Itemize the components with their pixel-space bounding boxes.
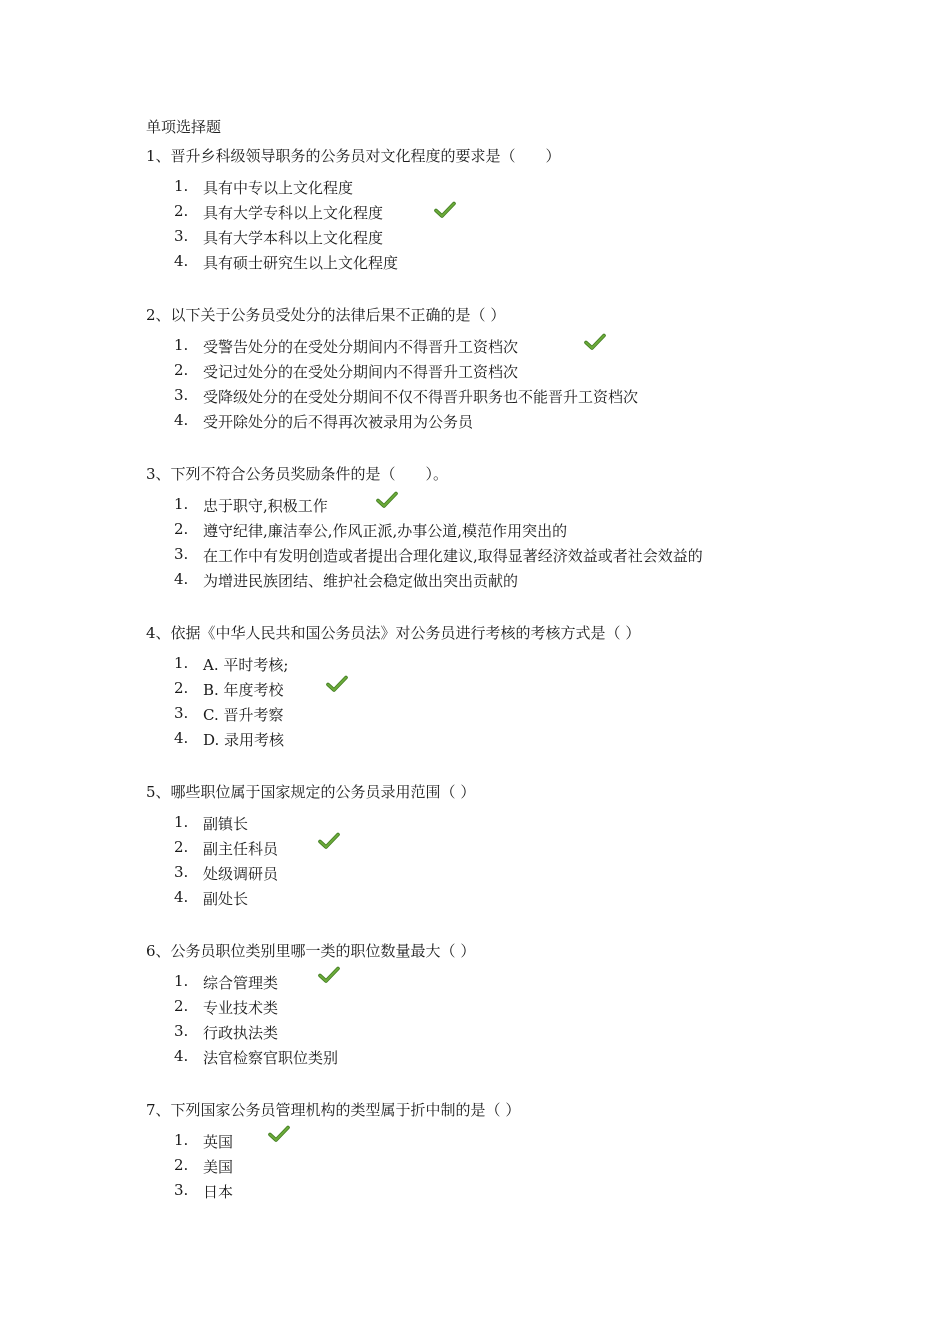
option-item (146, 544, 926, 569)
option-text: 具有大学专科以上文化程度 (203, 204, 384, 222)
option-text: 日本 (203, 1183, 234, 1201)
option-text: 专业技术类 (203, 999, 279, 1017)
checkmark-icon (268, 1125, 290, 1143)
option-list (146, 1130, 926, 1205)
option-item (146, 971, 926, 996)
option-list (146, 494, 926, 594)
question-6 (146, 941, 926, 1071)
option-number: 2. (174, 202, 189, 220)
question-text: 2、以下关于公务员受处分的法律后果不正确的是（ ） (146, 306, 506, 324)
checkmark-icon (376, 491, 398, 509)
checkmark-icon (318, 832, 340, 850)
option-text: 受记过处分的在受处分期间内不得晋升工资档次 (203, 363, 519, 381)
option-item (146, 410, 926, 435)
option-item (146, 703, 926, 728)
option-item (146, 360, 926, 385)
checkmark-icon (318, 966, 340, 984)
section-title: 单项选择题 (146, 118, 222, 136)
option-item (146, 226, 926, 251)
option-text: B. 年度考校 (203, 681, 284, 699)
question-text: 6、公务员职位类别里哪一类的职位数量最大（ ） (146, 942, 476, 960)
option-text: 副镇长 (203, 815, 249, 833)
option-text: 受警告处分的在受处分期间内不得晋升工资档次 (203, 338, 519, 356)
option-list (146, 176, 926, 276)
question-text: 3、下列不符合公务员奖励条件的是（ ）。 (146, 465, 449, 483)
option-text: C. 晋升考察 (203, 706, 284, 724)
option-number: 4. (174, 1047, 189, 1065)
checkmark-icon (326, 675, 348, 693)
option-number: 4. (174, 888, 189, 906)
option-item (146, 887, 926, 912)
checkmark-icon (584, 333, 606, 351)
question-3 (146, 464, 926, 594)
question-4 (146, 623, 926, 753)
option-number: 1. (174, 495, 189, 513)
option-text: 综合管理类 (203, 974, 279, 992)
option-item (146, 996, 926, 1021)
option-item (146, 335, 926, 360)
option-number: 2. (174, 1156, 189, 1174)
option-item (146, 678, 926, 703)
option-text: 受降级处分的在受处分期间不仅不得晋升职务也不能晋升工资档次 (203, 388, 639, 406)
option-number: 4. (174, 411, 189, 429)
option-item (146, 862, 926, 887)
option-number: 1. (174, 1131, 189, 1149)
question-1 (146, 146, 926, 276)
option-text: 法官检察官职位类别 (203, 1049, 339, 1067)
option-number: 4. (174, 729, 189, 747)
option-number: 3. (174, 704, 189, 722)
option-text: 处级调研员 (203, 865, 279, 883)
option-item (146, 1180, 926, 1205)
option-text: 为增进民族团结、维护社会稳定做出突出贡献的 (203, 572, 519, 590)
option-list (146, 812, 926, 912)
option-number: 3. (174, 863, 189, 881)
option-text: 副处长 (203, 890, 249, 908)
question-7 (146, 1100, 926, 1205)
option-number: 3. (174, 1022, 189, 1040)
option-number: 2. (174, 679, 189, 697)
option-number: 1. (174, 813, 189, 831)
option-item (146, 812, 926, 837)
checkmark-icon (434, 201, 456, 219)
option-number: 2. (174, 520, 189, 538)
option-text: 具有大学本科以上文化程度 (203, 229, 384, 247)
option-number: 4. (174, 570, 189, 588)
question-text: 4、依据《中华人民共和国公务员法》对公务员进行考核的考核方式是（ ） (146, 624, 641, 642)
option-text: 在工作中有发明创造或者提出合理化建议,取得显著经济效益或者社会效益的 (203, 547, 703, 565)
option-text: 美国 (203, 1158, 234, 1176)
option-number: 3. (174, 227, 189, 245)
option-number: 1. (174, 177, 189, 195)
option-text: 英国 (203, 1133, 234, 1151)
option-text: 副主任科员 (203, 840, 279, 858)
option-number: 4. (174, 252, 189, 270)
question-text: 1、晋升乡科级领导职务的公务员对文化程度的要求是（ ） (146, 147, 561, 165)
option-item (146, 251, 926, 276)
option-text: A. 平时考核; (203, 656, 289, 674)
option-list (146, 971, 926, 1071)
option-number: 2. (174, 838, 189, 856)
option-item (146, 569, 926, 594)
option-number: 3. (174, 386, 189, 404)
option-item (146, 385, 926, 410)
option-item (146, 1046, 926, 1071)
question-text: 5、哪些职位属于国家规定的公务员录用范围（ ） (146, 783, 476, 801)
option-item (146, 1155, 926, 1180)
option-item (146, 494, 926, 519)
option-item (146, 176, 926, 201)
option-item (146, 728, 926, 753)
option-item (146, 201, 926, 226)
question-text: 7、下列国家公务员管理机构的类型属于折中制的是（ ） (146, 1101, 521, 1119)
option-text: 受开除处分的后不得再次被录用为公务员 (203, 413, 474, 431)
option-item (146, 519, 926, 544)
option-text: D. 录用考核 (203, 731, 285, 749)
option-item (146, 1021, 926, 1046)
option-text: 具有硕士研究生以上文化程度 (203, 254, 399, 272)
option-number: 3. (174, 545, 189, 563)
option-item (146, 837, 926, 862)
option-number: 1. (174, 972, 189, 990)
question-5 (146, 782, 926, 912)
option-text: 具有中专以上文化程度 (203, 179, 354, 197)
option-number: 3. (174, 1181, 189, 1199)
option-list (146, 335, 926, 435)
option-item (146, 1130, 926, 1155)
option-text: 遵守纪律,廉洁奉公,作风正派,办事公道,模范作用突出的 (203, 522, 568, 540)
option-item (146, 653, 926, 678)
option-number: 2. (174, 997, 189, 1015)
question-2 (146, 305, 926, 435)
option-number: 1. (174, 654, 189, 672)
option-number: 2. (174, 361, 189, 379)
option-number: 1. (174, 336, 189, 354)
option-list (146, 653, 926, 753)
option-text: 行政执法类 (203, 1024, 279, 1042)
option-text: 忠于职守,积极工作 (203, 497, 328, 515)
